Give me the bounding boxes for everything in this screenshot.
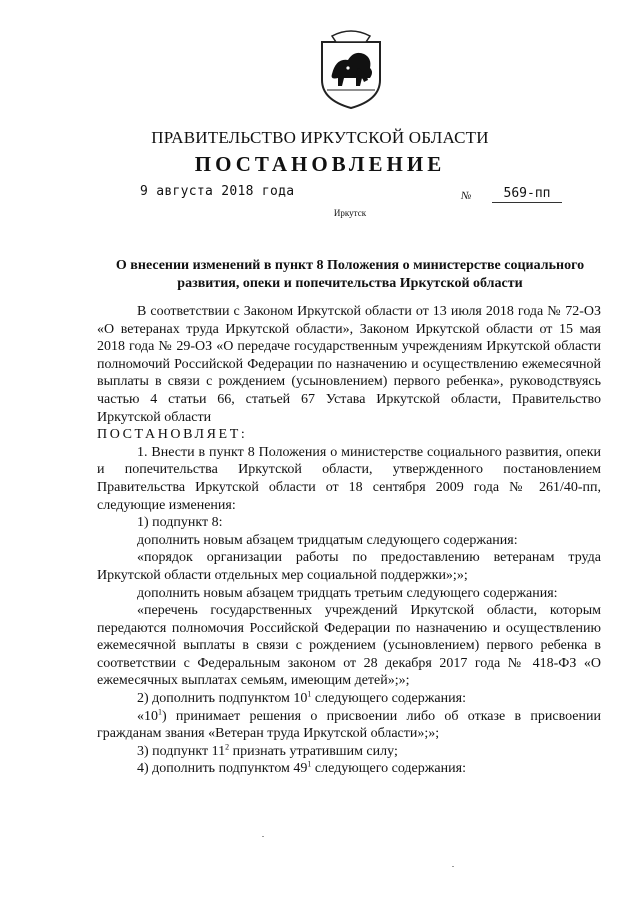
subitem-2-paragraph — [97, 690, 601, 708]
subitem-3-text-end: признать утратившим силу; — [229, 743, 398, 759]
subitem-1b-paragraph: дополнить новым абзацем тридцать третьим следующего содержания: — [137, 585, 558, 601]
subitem-4-paragraph — [97, 760, 601, 778]
subitem-3-text: 3) подпункт 11 — [137, 743, 226, 759]
document-type-title: ПОСТАНОВЛЕНИЕ — [194, 152, 446, 176]
document-date: 9 августа 2018 года — [140, 184, 295, 199]
document-number: 569-пп — [492, 186, 562, 203]
subitem-1-paragraph: 1) подпункт 8: — [137, 515, 223, 531]
subitem-2-quote-end: ) принимает решения о присвоении либо об отказе в присвоении гражданам звания «Ветеран труда Иркутской области»;»; — [97, 708, 601, 742]
subitem-2-quote-superscript: 1 — [158, 707, 162, 716]
subitem-1b-text-paragraph: «перечень государственных учреждений Иркутской области, которым передаются полномочия Российской Федерации по назначению и осуществлению ежемесячной выплаты в связи с рождением (усыновлением) первого ребенка в соответствии с Федеральным законом от 28 декабря 2017 года № 418-ФЗ «О ежемесячных выплатах семьям, имеющим детей»;»; — [97, 603, 601, 689]
preamble-paragraph: В соответствии с Законом Иркутской области от 13 июля 2018 года № 72-ОЗ «О ветеранах труда Иркутской области», Законом Иркутской области от 15 мая 2018 года № 29-ОЗ «О передаче государственным учреждениям Иркутской области полномочий Российской Федерации по назначению и осуществлению ежемесячной выплаты в связи с рождением (усыновлением) первого ребенка», руководствуясь частью 4 статьи 66, статьей 67 Устава Иркутской области, Правительство Иркутской области — [97, 304, 601, 425]
coat-of-arms-icon — [318, 28, 384, 110]
subitem-4-text: 4) дополнить подпунктом 49 — [137, 761, 308, 777]
subitem-3-superscript: 2 — [225, 742, 230, 752]
document-subject: О внесении изменений в пункт 8 Положения о министерстве социального развития, опеки и попечительства Иркутской области — [115, 258, 585, 291]
scan-speck — [452, 866, 454, 867]
government-title: ПРАВИТЕЛЬСТВО ИРКУТСКОЙ ОБЛАСТИ — [151, 128, 489, 147]
subitem-2-superscript: 1 — [307, 689, 312, 699]
subitem-1a-paragraph: дополнить новым абзацем тридцатым следующего содержания: — [137, 532, 518, 548]
number-sign: № — [461, 190, 472, 202]
subitem-2-text: 2) дополнить подпунктом 10 — [137, 691, 308, 707]
subitem-3-paragraph — [97, 743, 601, 761]
subitem-2-text-end: следующего содержания: — [311, 691, 466, 707]
subitem-1a-text-paragraph: «порядок организации работы по предоставлению ветеранам труда Иркутской области отдельных мер социальной поддержки»;»; — [97, 550, 601, 583]
subitem-2-text-paragraph — [97, 708, 601, 743]
subitem-4-text-end: следующего содержания: — [311, 761, 466, 777]
subitem-4-superscript: 1 — [307, 759, 312, 769]
scan-speck — [262, 836, 264, 837]
document-body — [97, 303, 601, 778]
subitem-2-quote-start: «10 — [137, 708, 158, 724]
city-name: Иркутск — [333, 208, 367, 218]
item-1-paragraph: 1. Внести в пункт 8 Положения о министерстве социального развития, опеки и попечительства Иркутской области, утвержденного постановлением Правительства Иркутской области от 18 сентября 2009 года № 261/40-пп, следующие изменения: — [97, 444, 601, 513]
resolves-paragraph: ПОСТАНОВЛЯЕТ: — [97, 427, 248, 443]
